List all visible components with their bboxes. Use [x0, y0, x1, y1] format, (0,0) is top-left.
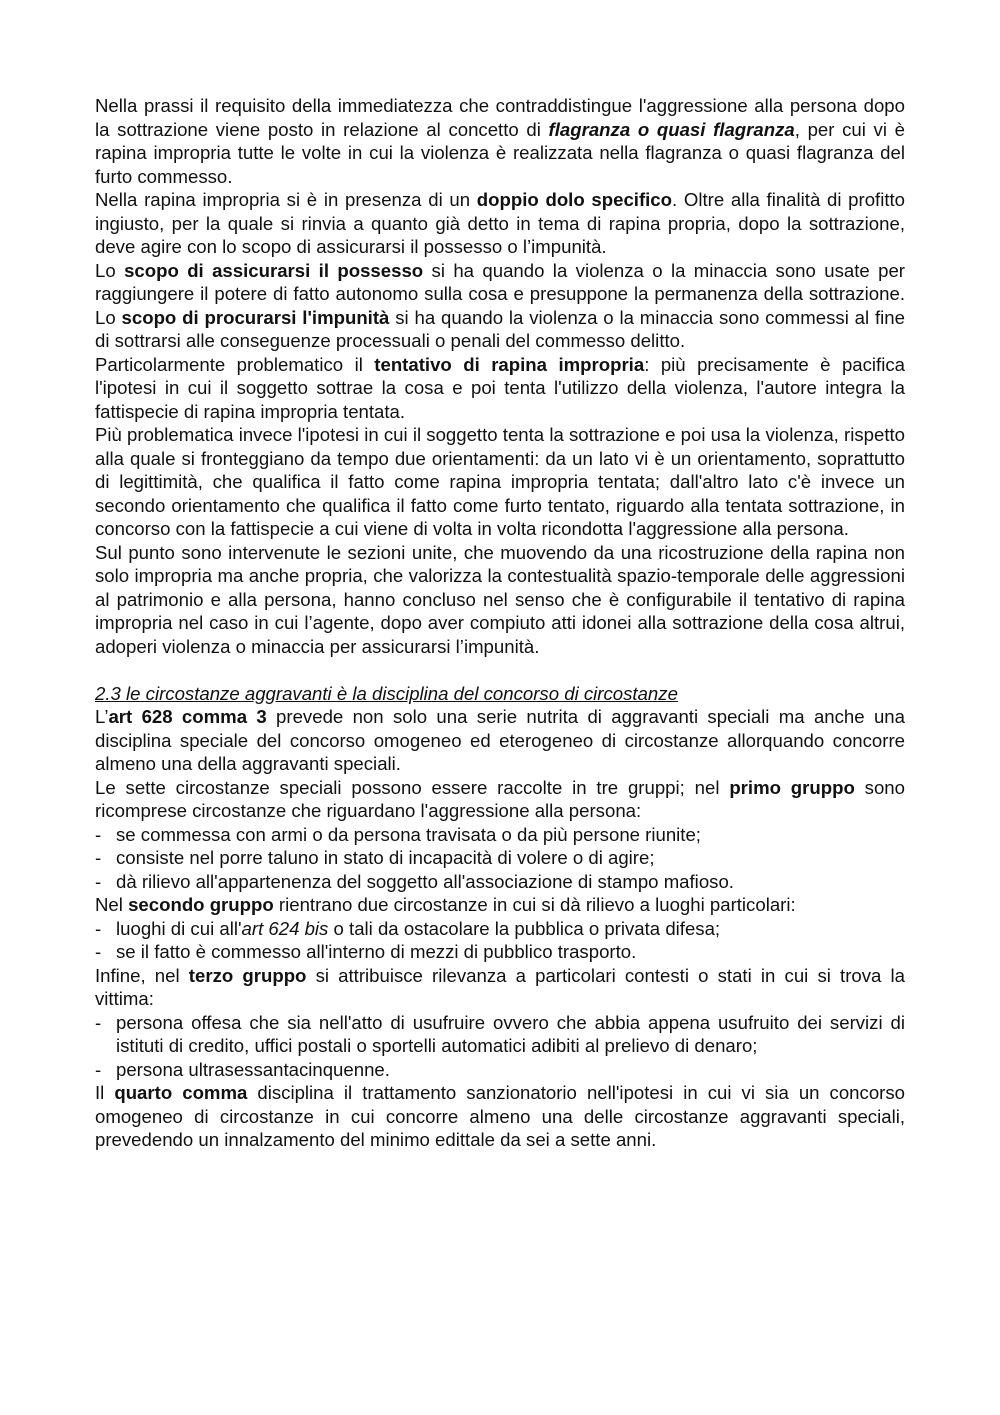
list-item-text: luoghi di cui all': [116, 917, 242, 939]
section-heading: 2.3 le circostanze aggravanti è la disciplina del concorso di circostanze: [95, 682, 678, 704]
text: si attribuisce rilevanza a particolari contesti o stati in cui si trova la vittima:: [95, 964, 905, 1009]
list-item: [95, 846, 905, 870]
paragraph-secondo-gruppo: [95, 893, 905, 917]
bold-scopo-possesso: scopo di assicurarsi il possesso: [124, 259, 424, 281]
bold-quarto-comma: quarto comma: [114, 1082, 248, 1103]
bold-secondo-gruppo: secondo gruppo: [128, 894, 274, 915]
text: , per cui vi è rapina impropria tutte le volte in cui la violenza è realizzata nella flagranza o quasi flagranza del furto commesso.: [95, 118, 905, 187]
bold-tentativo: tentativo di rapina impropria: [374, 353, 645, 375]
dash-bullet: -: [95, 917, 102, 939]
list-terzo-gruppo: [95, 1011, 905, 1082]
text: Nella prassi il requisito della immediatezza che contraddistingue l'aggressione alla persona dopo la sottrazione viene posto in relazione al concetto di: [95, 95, 905, 140]
paragraph-flagranza: [95, 94, 905, 188]
list-primo-gruppo: [95, 823, 905, 894]
text: : più precisamente è pacifica l'ipotesi in cui il soggetto sottrae la cosa e poi tenta l'utilizzo della violenza, l'autore integra la fattispecie di rapina impropria tentata.: [95, 353, 905, 422]
text: Nel: [95, 894, 129, 915]
text: disciplina il trattamento sanzionatorio nell'ipotesi in cui vi sia un concorso omogeneo di circostanze in cui concorre almeno una delle circostanze aggravanti speciali, prevedendo un innalzamento del minimo edittale da sei a sette anni.: [95, 1082, 905, 1150]
text: L’: [95, 706, 109, 727]
list-item-text: o tali da ostacolare la pubblica o privata difesa;: [328, 917, 721, 939]
dash-bullet: -: [95, 941, 102, 962]
text: si ha quando la violenza o la minaccia sono usate per raggiungere il potere di fatto autonomo sulla cosa e presuppone la permanenza della sottrazione. Lo: [95, 259, 905, 328]
text: rientrano due circostanze in cui si dà rilievo a luoghi particolari:: [273, 894, 796, 915]
bold-primo-gruppo: primo gruppo: [729, 776, 855, 798]
list-item: [95, 1058, 905, 1082]
list-item-text: consiste nel porre taluno in stato di incapacità di volere o di agire;: [116, 847, 655, 868]
list-item-text: se commessa con armi o da persona travisata o da più persone riunite;: [116, 823, 701, 845]
paragraph-tentativo: [95, 353, 905, 424]
dash-bullet: -: [95, 1058, 102, 1080]
italic-art-624: art 624 bis: [241, 917, 329, 939]
dash-bullet: -: [95, 847, 102, 868]
bold-scopo-impunita: scopo di procurarsi l'impunità: [121, 306, 390, 328]
bold-terzo-gruppo: terzo gruppo: [188, 964, 307, 986]
list-secondo-gruppo: [95, 917, 905, 964]
list-item-text: dà rilievo all'appartenenza del soggetto all'associazione di stampo mafioso.: [116, 870, 734, 892]
paragraph-sezioni-unite: Sul punto sono intervenute le sezioni unite, che muovendo da una ricostruzione della rapina non solo impropria ma anche propria, che valorizza la contestualità spazio-temporale delle aggressioni al patrimonio e alla persona, hanno concluso nel senso che è configurabile il tentativo di rapina impropria nel caso in cui l’agente, dopo aver compiuto atti idonei alla sottrazione della cosa altrui, adoperi violenza o minaccia per assicurarsi l’impunità.: [95, 541, 905, 657]
paragraph-art-628: [95, 705, 905, 776]
list-item-text: persona offesa che sia nell'atto di usufruire ovvero che abbia appena usufruito dei servizi di istituti di credito, uffici postali o sportelli automatici adibiti al prelievo di denaro;: [116, 1011, 905, 1056]
text: Nella rapina impropria si è in presenza di un: [95, 189, 477, 210]
emphasis-flagranza: flagranza o quasi flagranza: [548, 118, 795, 140]
paragraph-scopo: [95, 259, 905, 353]
dash-bullet: -: [95, 1011, 102, 1033]
list-item: [95, 823, 905, 847]
text: prevede non solo una serie nutrita di aggravanti speciali ma anche una disciplina speciale del concorso omogeneo ed eterogeneo di circostanze allorquando concorre almeno una della aggravanti speciali.: [95, 706, 905, 774]
text: . Oltre alla finalità di profitto ingiusto, per la quale si rinvia a quanto già detto in tema di rapina propria, dopo la sottrazione, deve agire con lo scopo di assicurarsi il possesso o l’impunità.: [95, 189, 906, 257]
text: Le sette circostanze speciali possono essere raccolte in tre gruppi; nel: [95, 776, 730, 798]
text: Infine, nel: [95, 964, 189, 986]
list-item: [95, 917, 905, 941]
document-page: [95, 94, 905, 1152]
dash-bullet: -: [95, 870, 102, 892]
text: si ha quando la violenza o la minaccia sono commessi al fine di sottrarsi alle conseguenze processuali o penali del commesso delitto.: [95, 306, 905, 351]
text: sono ricomprese circostanze che riguardano l'aggressione alla persona:: [95, 776, 905, 821]
list-item: [95, 940, 905, 964]
bold-doppio-dolo: doppio dolo specifico: [476, 189, 673, 210]
list-item: [95, 870, 905, 894]
paragraph-quarto-comma: [95, 1081, 905, 1152]
list-item: [95, 1011, 905, 1058]
list-item-text: persona ultrasessantacinquenne.: [116, 1058, 390, 1080]
paragraph-orientamenti: Più problematica invece l'ipotesi in cui il soggetto tenta la sottrazione e poi usa la violenza, rispetto alla quale si fronteggiano da tempo due orientamenti: da un lato vi è un orientamento, soprattutto di legittimità, che qualifica il fatto come rapina impropria tentata; dall'altro lato c'è invece un secondo orientamento che qualifica il fatto come furto tentato, riguardo alla tentata sottrazione, in concorso con la fattispecie a cui viene di volta in volta ricondotta l'aggressione alla persona.: [95, 424, 905, 539]
text: Il: [95, 1082, 115, 1103]
text: Particolarmente problematico il: [95, 353, 375, 375]
text: Lo: [95, 259, 125, 281]
paragraph-primo-gruppo: [95, 776, 905, 823]
dash-bullet: -: [95, 823, 102, 845]
paragraph-terzo-gruppo: [95, 964, 905, 1011]
paragraph-doppio-dolo: [95, 188, 905, 259]
list-item-text: se il fatto è commesso all'interno di mezzi di pubblico trasporto.: [116, 941, 637, 962]
bold-art-628: art 628 comma 3: [108, 706, 267, 727]
